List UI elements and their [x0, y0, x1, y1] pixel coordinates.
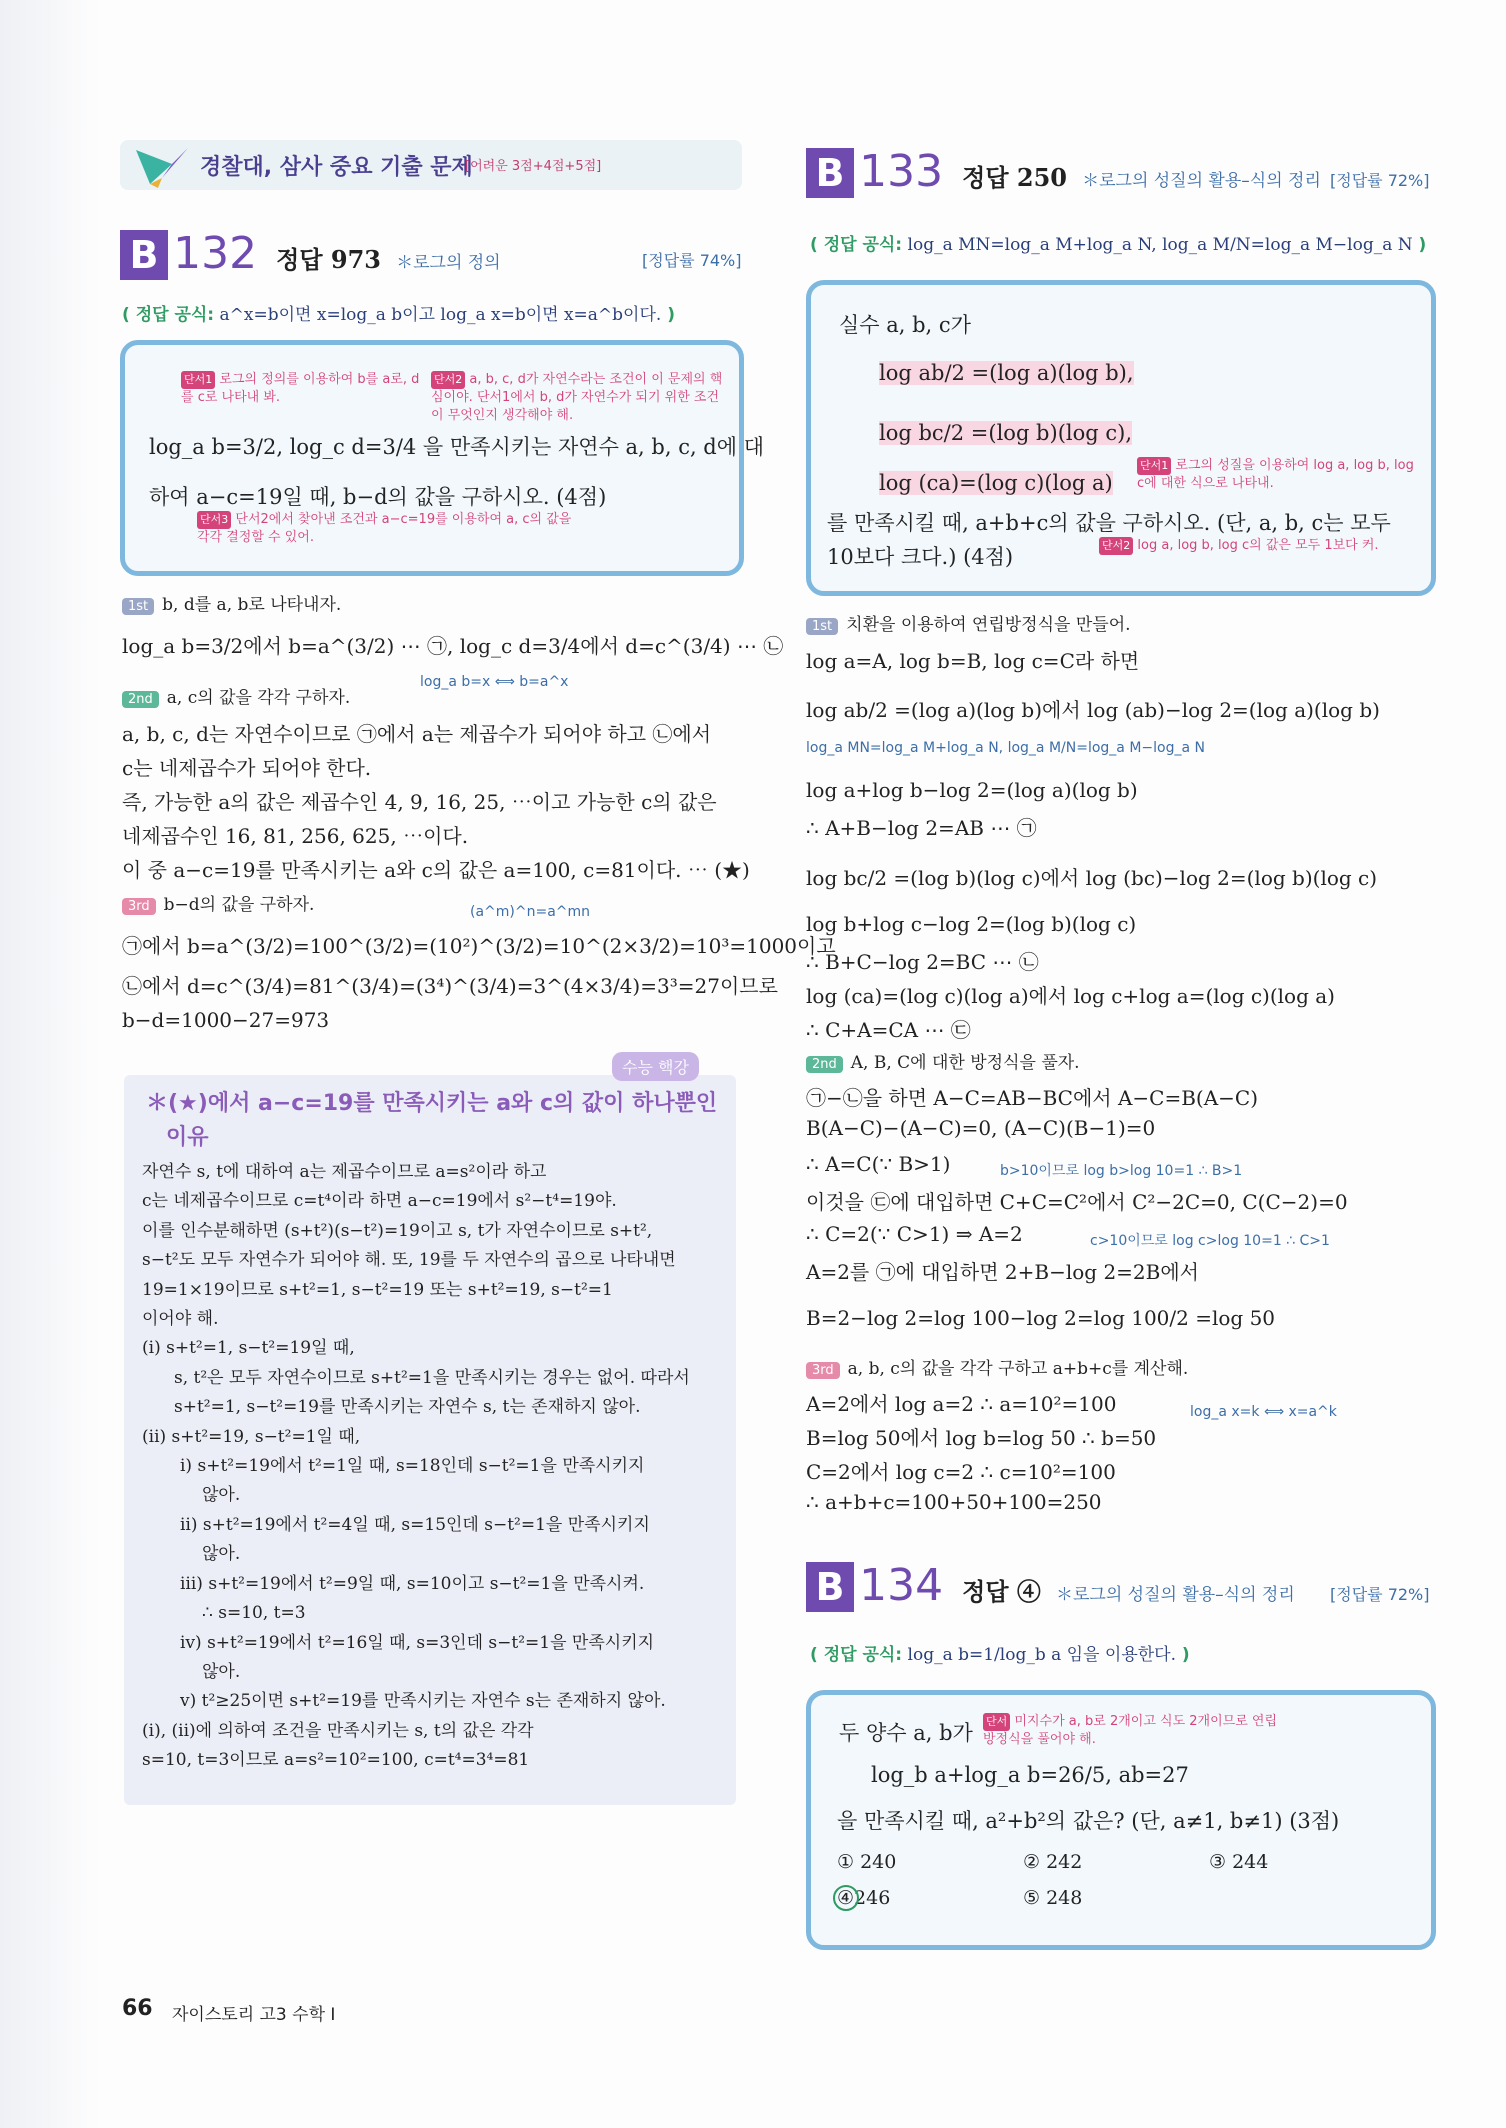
solution-line: log (ca)=(log c)(log a)에서 log c+log a=(log c)(log a)	[806, 984, 1335, 1008]
solution-line: log ab/2 =(log a)(log b)에서 log (ab)−log 2=(log a)(log b)	[806, 698, 1380, 722]
step-1: 1st 치환을 이용하여 연립방정식을 만들어.	[806, 610, 1131, 635]
solution-line: ∴ A=C(∵ B>1)	[806, 1152, 951, 1176]
solution-line: ∴ B+C−log 2=BC ⋯ ㉡	[806, 950, 1039, 974]
topic-label: ＊로그의 성질의 활용–식의 정리	[1056, 1585, 1295, 1605]
problem-number: 134	[859, 1560, 944, 1611]
choice-5[interactable]: ⑤ 248	[1023, 1887, 1083, 1909]
level-badge: B	[120, 230, 168, 280]
solution-line: 이 중 a−c=19를 만족시키는 a와 c의 값은 a=100, c=81이다. ⋯ (★)	[122, 858, 750, 882]
problem-number: 133	[859, 146, 944, 197]
hint: 단서 미지수가 a, b로 2개이고 식도 2개이므로 연립방정식을 풀어야 해.	[983, 1714, 1278, 1747]
solution-line: ∴ a+b+c=100+50+100=250	[806, 1490, 1102, 1514]
problem-133-header	[806, 146, 1321, 198]
formula-line: ( 정답 공식: log_a MN=log_a M+log_a N, log_a M/N=log_a M−log_a N )	[810, 235, 1427, 255]
hint-1: 단서1 로그의 정의를 이용하여 b를 a로, d를 c로 나타내 봐.	[181, 372, 420, 405]
solution-line: log_a b=3/2에서 b=a^(3/2) ⋯ ㉠, log_c d=3/4에서 d=c^(3/4) ⋯ ㉡	[122, 634, 784, 658]
choice-1[interactable]: ① 240	[837, 1851, 897, 1873]
side-note: c>10이므로 log c>log 10=1 ∴ C>1	[1090, 1233, 1330, 1249]
solution-line: ㉡에서 d=c^(3/4)=81^(3/4)=(3⁴)^(3/4)=3^(4×3/4)=3³=27이므로	[122, 974, 778, 998]
question-equation: log (ca)=(log c)(log a)	[879, 471, 1113, 495]
formula-text: a^x=b이면 x=log_a b이고 log_a x=b이면 x=a^b이다.	[219, 305, 662, 325]
question-line: 을 만족시킬 때, a²+b²의 값은? (단, a≠1, b≠1) (3점)	[837, 1809, 1340, 1833]
formula-line: ( 정답 공식: a^x=b이면 x=log_a b이고 log_a x=b이면 x=a^b이다. )	[122, 305, 676, 325]
side-note: log_a MN=log_a M+log_a N, log_a M/N=log_a M−log_a N	[806, 740, 1205, 756]
topic-label: ＊로그의 성질의 활용–식의 정리	[1082, 171, 1321, 191]
step-2: 2nd A, B, C에 대한 방정식을 풀자.	[806, 1048, 1080, 1073]
question-line: 10보다 크다.) (4점)	[827, 545, 1014, 569]
step-3: 3rd b−d의 값을 구하자.	[122, 890, 314, 915]
formula-label: 정답 공식:	[823, 235, 903, 255]
choice-2[interactable]: ② 242	[1023, 1851, 1083, 1873]
key-note-badge: 수능 핵강	[612, 1052, 699, 1081]
solution-line: 네제곱수인 16, 81, 256, 625, ⋯이다.	[122, 824, 469, 848]
question-intro: 실수 a, b, c가	[839, 313, 971, 337]
formula-label: 정답 공식:	[823, 1645, 903, 1665]
question-intro: 두 양수 a, b가	[839, 1721, 973, 1745]
solution-line: log bc/2 =(log b)(log c)에서 log (bc)−log 2=(log b)(log c)	[806, 866, 1378, 890]
correct-rate: [정답률 72%]	[1330, 1585, 1430, 1604]
solution-line: ㉠−㉡을 하면 A−C=AB−BC에서 A−C=B(A−C)	[806, 1086, 1259, 1110]
step-3: 3rd a, b, c의 값을 각각 구하고 a+b+c를 계산해.	[806, 1354, 1188, 1379]
solution-line: B=2−log 2=log 100−log 2=log 100/2 =log 50	[806, 1306, 1276, 1330]
problem-number: 132	[173, 228, 258, 279]
solution-line: ∴ A+B−log 2=AB ⋯ ㉠	[806, 816, 1037, 840]
solution-line: ∴ C+A=CA ⋯ ㉢	[806, 1018, 971, 1042]
solution-line: 이것을 ㉢에 대입하면 C+C=C²에서 C²−2C=0, C(C−2)=0	[806, 1190, 1348, 1214]
solution-line: a, b, c, d는 자연수이므로 ㉠에서 a는 제곱수가 되어야 하고 ㉡에서	[122, 722, 712, 746]
step-1: 1st b, d를 a, b로 나타내자.	[122, 590, 341, 615]
topic-label: ＊로그의 정의	[396, 253, 501, 273]
solution-line: log a+log b−log 2=(log a)(log b)	[806, 778, 1138, 802]
choice-3[interactable]: ③ 244	[1209, 1851, 1269, 1873]
solution-line: 즉, 가능한 a의 값은 제곱수인 4, 9, 16, 25, ⋯이고 가능한 c의 값은	[122, 790, 717, 814]
hint-3: 단서3 단서2에서 찾아낸 조건과 a−c=19를 이용하여 a, c의 값을 각각 결정할 수 있어.	[197, 512, 572, 545]
question-equation: log ab/2 =(log a)(log b),	[879, 361, 1134, 385]
solution-line: ∴ C=2(∵ C>1) ⇒ A=2	[806, 1222, 1023, 1246]
choice-4-selected[interactable]: ④246	[837, 1887, 890, 1909]
solution-line: C=2에서 log c=2 ∴ c=10²=100	[806, 1460, 1116, 1484]
correct-rate: [정답률 74%]	[642, 251, 742, 270]
solution-line: log a=A, log b=B, log c=C라 하면	[806, 649, 1140, 673]
correct-rate: [정답률 72%]	[1330, 171, 1430, 190]
solution-line: b−d=1000−27=973	[122, 1008, 330, 1032]
formula-text: log_a MN=log_a M+log_a N, log_a M/N=log_a M−log_a N	[907, 235, 1413, 255]
answer-label: 정답 ④	[962, 1577, 1041, 1606]
side-note: log_a b=x ⟺ b=a^x	[420, 674, 569, 690]
solution-line: A=2에서 log a=2 ∴ a=10²=100	[806, 1392, 1117, 1416]
question-line: 를 만족시킬 때, a+b+c의 값을 구하시오. (단, a, b, c는 모두	[827, 511, 1391, 535]
banner-title: 경찰대, 삼사 중요 기출 문제	[200, 155, 473, 180]
question-equation: log bc/2 =(log b)(log c),	[879, 421, 1132, 445]
page-number: 66	[122, 1996, 153, 2021]
hint-1: 단서1 로그의 성질을 이용하여 log a, log b, log c에 대한 식으로 나타내.	[1137, 458, 1414, 491]
solution-line: A=2를 ㉠에 대입하면 2+B−log 2=2B에서	[806, 1260, 1199, 1284]
formula-line: ( 정답 공식: log_a b=1/log_b a 임을 이용한다. )	[810, 1645, 1190, 1665]
side-note: log_a x=k ⟺ x=a^k	[1190, 1404, 1337, 1420]
step-2: 2nd a, c의 값을 각각 구하자.	[122, 683, 350, 708]
side-note: b>10이므로 log b>log 10=1 ∴ B>1	[1000, 1163, 1243, 1179]
formula-text: log_a b=1/log_b a 임을 이용한다.	[907, 1645, 1176, 1665]
page-edge-shadow	[0, 0, 100, 2128]
level-badge: B	[806, 148, 854, 198]
solution-line: log b+log c−log 2=(log b)(log c)	[806, 912, 1137, 936]
hint-2: 단서2 a, b, c, d가 자연수라는 조건이 이 문제의 핵심이야. 단서1에서 b, d가 자연수가 되기 위한 조건이 무엇인지 생각해야 해.	[431, 372, 723, 423]
bird-icon	[132, 144, 190, 188]
question-line-1: log_a b=3/2, log_c d=3/4 을 만족시키는 자연수 a, b, c, d에 대	[149, 435, 764, 459]
selected-circle-icon	[833, 1885, 859, 1911]
hint-2: 단서2 log a, log b, log c의 값은 모두 1보다 커.	[1099, 537, 1379, 555]
question-line-2: 하여 a−c=19일 때, b−d의 값을 구하시오. (4점)	[149, 485, 607, 509]
problem-134-header	[806, 1560, 1295, 1612]
solution-line: B=log 50에서 log b=log 50 ∴ b=50	[806, 1426, 1157, 1450]
level-badge: B	[806, 1562, 854, 1612]
solution-line: ㉠에서 b=a^(3/2)=100^(3/2)=(10²)^(3/2)=10^(2×3/2)=10³=1000이고	[122, 934, 836, 958]
solution-line: B(A−C)−(A−C)=0, (A−C)(B−1)=0	[806, 1116, 1156, 1140]
answer-label: 정답 250	[962, 163, 1067, 192]
question-equation: log_b a+log_a b=26/5, ab=27	[871, 1763, 1189, 1787]
book-title: 자이스토리 고3 수학 I	[172, 2005, 336, 2025]
problem-133-box	[806, 280, 1436, 596]
side-note: (a^m)^n=a^mn	[470, 904, 591, 920]
key-note-body: 자연수 s, t에 대하여 a는 제곱수이므로 a=s²이라 하고 c는 네제곱수이므로 c=t⁴이라 하면 a−c=19에서 s²−t⁴=19야. 이를 인수분해하면 (s+t²)(s−t²)=19이고 s, t가 자연수이므로 s+t², s−t²도 모두 자연수가 되어야 해. 또, 19를 두 자연수의 곱으로 나타내면 19=1×19이므로 s+t²=1, s−t²=19 또는 s+t²=19, s−t²=1 이어야 해. (i) s+t²=1, s−t²=19일 때, s, t²은 모두 자연수이므로 s+t²=1을 만족시키는 경우는 없어. 따라서 s+t²=1, s−t²=19를 만족시키는 자연수 s, t는 존재하지 않아. (ii) s+t²=19, s−t²=1일 때, ⅰ) s+t²=19에서 t²=1일 때, s=18인데 s−t²=1을 만족시키지 않아. ⅱ) s+t²=19에서 t²=4일 때, s=15인데 s−t²=1을 만족시키지 않아. ⅲ) s+t²=19에서 t²=9일 때, s=10이고 s−t²=1을 만족시켜. ∴ s=10, t=3 ⅳ) s+t²=19에서 t²=16일 때, s=3인데 s−t²=1을 만족시키지 않아. ⅴ) t²≥25이면 s+t²=19를 만족시키는 자연수 s는 존재하지 않아. (i), (ii)에 의하여 조건을 만족시키는 s, t의 값은 각각 s=10, t=3이므로 a=s²=10²=100, c=t⁴=3⁴=81	[142, 1162, 690, 1771]
key-note-title: ＊(★)에서 a−c=19를 만족시키는 a와 c의 값이 하나뿐인	[146, 1091, 718, 1116]
problem-132-header	[120, 228, 501, 280]
problem-132-box	[120, 340, 764, 576]
answer-label: 정답 973	[276, 245, 381, 274]
solution-line: c는 네제곱수가 되어야 한다.	[122, 756, 372, 780]
banner-difficulty: [어려운 3점+4점+5점]	[465, 159, 602, 174]
formula-label: 정답 공식:	[135, 305, 215, 325]
problem-134-box	[806, 1690, 1436, 1950]
key-note-title: 이유	[166, 1125, 209, 1150]
section-banner	[120, 140, 742, 190]
